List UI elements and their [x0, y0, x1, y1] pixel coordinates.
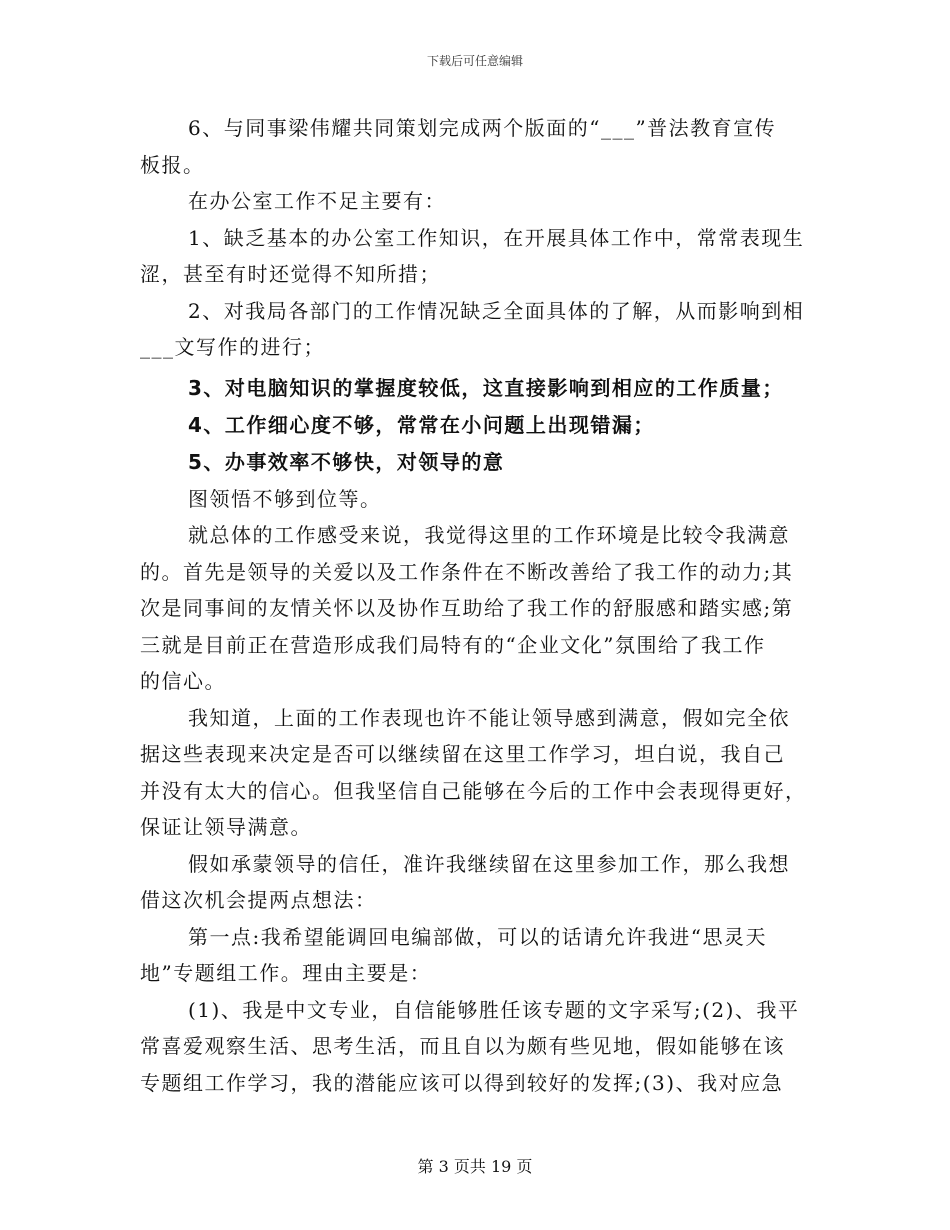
paragraph-line: 常喜爱观察生活、思考生活，而且自以为颇有些见地，假如能够在该: [140, 1034, 785, 1058]
bold-list-item: 3、对电脑知识的掌握度较低，这直接影响到相应的工作质量；: [188, 375, 784, 400]
paragraph-line: 的。首先是领导的关爱以及工作条件在不断改善给了我工作的动力;其: [140, 559, 794, 584]
paragraph-line: 的信心。: [140, 669, 226, 693]
paragraph-line: 第一点:我希望能调回电编部做，可以的话请允许我进“思灵天: [188, 924, 767, 949]
bold-list-item: 5、办事效率不够快，对领导的意: [188, 449, 505, 474]
paragraph-line: 我知道，上面的工作表现也许不能让领导感到满意，假如完全依: [188, 705, 790, 730]
paragraph-line: 次是同事间的友情关怀以及协作互助给了我工作的舒服感和踏实感;第: [140, 596, 794, 620]
paragraph-line: 三就是目前正在营造形成我们局特有的“企业文化”氛围给了我工作: [140, 632, 766, 657]
page-number: 第 3 页共 19 页: [417, 1157, 533, 1176]
paragraph-line: ___文写作的进行；: [140, 335, 325, 359]
paragraph-line: (1)、我是中文专业，自信能够胜任该专题的文字采写;(2)、我平: [188, 997, 800, 1022]
paragraph-line: 板报。: [140, 152, 205, 177]
paragraph-line: 涩，甚至有时还觉得不知所措；: [140, 262, 441, 286]
paragraph-line: 并没有太大的信心。但我坚信自己能够在今后的工作中会表现得更好，: [140, 778, 807, 803]
paragraph-line: 专题组工作学习，我的潜能应该可以得到较好的发挥;(3)、我对应急: [140, 1070, 784, 1095]
header-note: 下载后可任意编辑: [426, 54, 523, 68]
paragraph-line: 借这次机会提两点想法：: [140, 888, 377, 912]
paragraph-line: 在办公室工作不足主要有：: [188, 189, 446, 213]
paragraph-line: 地”专题组工作。理由主要是：: [140, 961, 432, 985]
paragraph-line: 1、缺乏基本的办公室工作知识，在开展具体工作中，常常表现生: [188, 225, 805, 250]
bold-list-item: 4、工作细心度不够，常常在小问题上出现错漏；: [188, 412, 655, 437]
paragraph-line: 6、与同事梁伟耀共同策划完成两个版面的“___”普法教育宣传: [188, 116, 777, 140]
paragraph-line: 图领悟不够到位等。: [188, 486, 382, 511]
document-body: [140, 110, 808, 1101]
paragraph-line: 就总体的工作感受来说，我觉得这里的工作环境是比较令我满意: [188, 523, 790, 547]
paragraph-line: 据这些表现来决定是否可以继续留在这里工作学习，坦白说，我自己: [140, 742, 785, 766]
paragraph-line: 保证让领导满意。: [140, 815, 312, 839]
paragraph-line: 2、对我局各部门的工作情况缺乏全面具体的了解，从而影响到相: [188, 298, 805, 323]
paragraph-line: 假如承蒙领导的信任，准许我继续留在这里参加工作，那么我想: [188, 851, 790, 876]
